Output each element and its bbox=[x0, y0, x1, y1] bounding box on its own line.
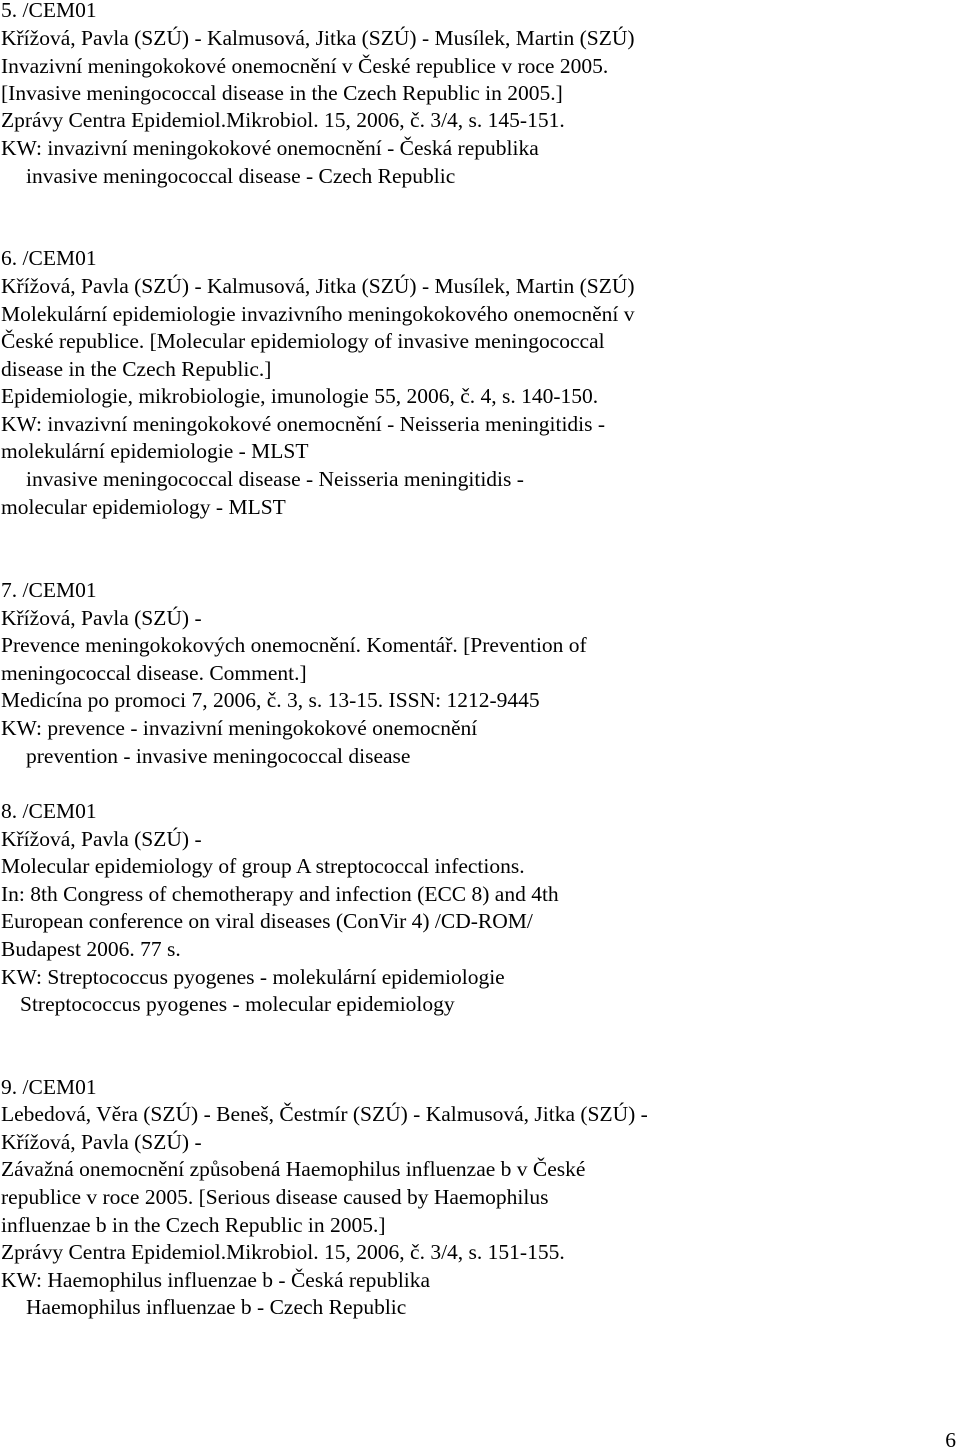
entry-authors: Křížová, Pavla (SZÚ) - bbox=[1, 606, 202, 630]
entry-title-english: [Invasive meningococcal disease in the Czech Republic in 2005.] bbox=[1, 81, 563, 105]
entry-title: Závažná onemocnění způsobená Haemophilus influenzae b v České bbox=[1, 1157, 586, 1181]
entry-keywords-english: Haemophilus influenzae b - Czech Republic bbox=[26, 1295, 407, 1319]
entry-authors: Křížová, Pavla (SZÚ) - bbox=[1, 827, 202, 851]
entry-keywords-english: Streptococcus pyogenes - molecular epidemiology bbox=[20, 992, 455, 1016]
entry-title: České republice. [Molecular epidemiology of invasive meningococcal bbox=[1, 329, 605, 353]
entry-keywords-english: invasive meningococcal disease - Czech Republic bbox=[26, 164, 456, 188]
entry-number: 8. /CEM01 bbox=[1, 799, 97, 823]
entry-authors: Lebedová, Věra (SZÚ) - Beneš, Čestmír (SZÚ) - Kalmusová, Jitka (SZÚ) - bbox=[1, 1102, 648, 1126]
entry-source: In: 8th Congress of chemotherapy and infection (ECC 8) and 4th bbox=[1, 882, 559, 906]
entry-authors: Křížová, Pavla (SZÚ) - Kalmusová, Jitka (SZÚ) - Musílek, Martin (SZÚ) bbox=[1, 26, 635, 50]
page-number: 6 bbox=[945, 1428, 956, 1452]
entry-keywords: molekulární epidemiologie - MLST bbox=[1, 439, 309, 463]
entry-keywords-english: invasive meningococcal disease - Neisseria meningitidis - bbox=[26, 467, 524, 491]
entry-source: Zprávy Centra Epidemiol.Mikrobiol. 15, 2006, č. 3/4, s. 145-151. bbox=[1, 108, 565, 132]
entry-title-english: disease in the Czech Republic.] bbox=[1, 357, 272, 381]
entry-number: 9. /CEM01 bbox=[1, 1075, 97, 1099]
entry-keywords: KW: Streptococcus pyogenes - molekulární epidemiologie bbox=[1, 965, 505, 989]
entry-title: Prevence meningokokových onemocnění. Komentář. [Prevention of bbox=[1, 633, 587, 657]
entry-number: 7. /CEM01 bbox=[1, 578, 97, 602]
entry-source: Zprávy Centra Epidemiol.Mikrobiol. 15, 2006, č. 3/4, s. 151-155. bbox=[1, 1240, 565, 1264]
entry-number: 5. /CEM01 bbox=[1, 0, 97, 22]
entry-source: Epidemiologie, mikrobiologie, imunologie 55, 2006, č. 4, s. 140-150. bbox=[1, 384, 599, 408]
entry-title: republice v roce 2005. [Serious disease caused by Haemophilus bbox=[1, 1185, 549, 1209]
entry-keywords-english: prevention - invasive meningococcal disease bbox=[26, 744, 411, 768]
entry-keywords: KW: invazivní meningokokové onemocnění - Česká republika bbox=[1, 136, 539, 160]
entry-title-english: influenzae b in the Czech Republic in 2005.] bbox=[1, 1213, 386, 1237]
entry-source: Medicína po promoci 7, 2006, č. 3, s. 13-15. ISSN: 1212-9445 bbox=[1, 688, 540, 712]
entry-keywords: KW: invazivní meningokokové onemocnění - Neisseria meningitidis - bbox=[1, 412, 606, 436]
entry-source: European conference on viral diseases (ConVir 4) /CD-ROM/ bbox=[1, 909, 533, 933]
entry-keywords: KW: Haemophilus influenzae b - Česká republika bbox=[1, 1268, 431, 1292]
entry-number: 6. /CEM01 bbox=[1, 246, 97, 270]
entry-title-english: meningococcal disease. Comment.] bbox=[1, 661, 307, 685]
entry-title: Invazivní meningokokové onemocnění v České republice v roce 2005. bbox=[1, 54, 609, 78]
entry-title: Molecular epidemiology of group A streptococcal infections. bbox=[1, 854, 525, 878]
entry-source: Budapest 2006. 77 s. bbox=[1, 937, 181, 961]
entry-authors: Křížová, Pavla (SZÚ) - Kalmusová, Jitka (SZÚ) - Musílek, Martin (SZÚ) bbox=[1, 274, 635, 298]
entry-keywords: KW: prevence - invazivní meningokokové onemocnění bbox=[1, 716, 478, 740]
entry-authors: Křížová, Pavla (SZÚ) - bbox=[1, 1130, 202, 1154]
entry-title: Molekulární epidemiologie invazivního meningokokového onemocnění v bbox=[1, 302, 635, 326]
entry-keywords-english: molecular epidemiology - MLST bbox=[1, 495, 286, 519]
